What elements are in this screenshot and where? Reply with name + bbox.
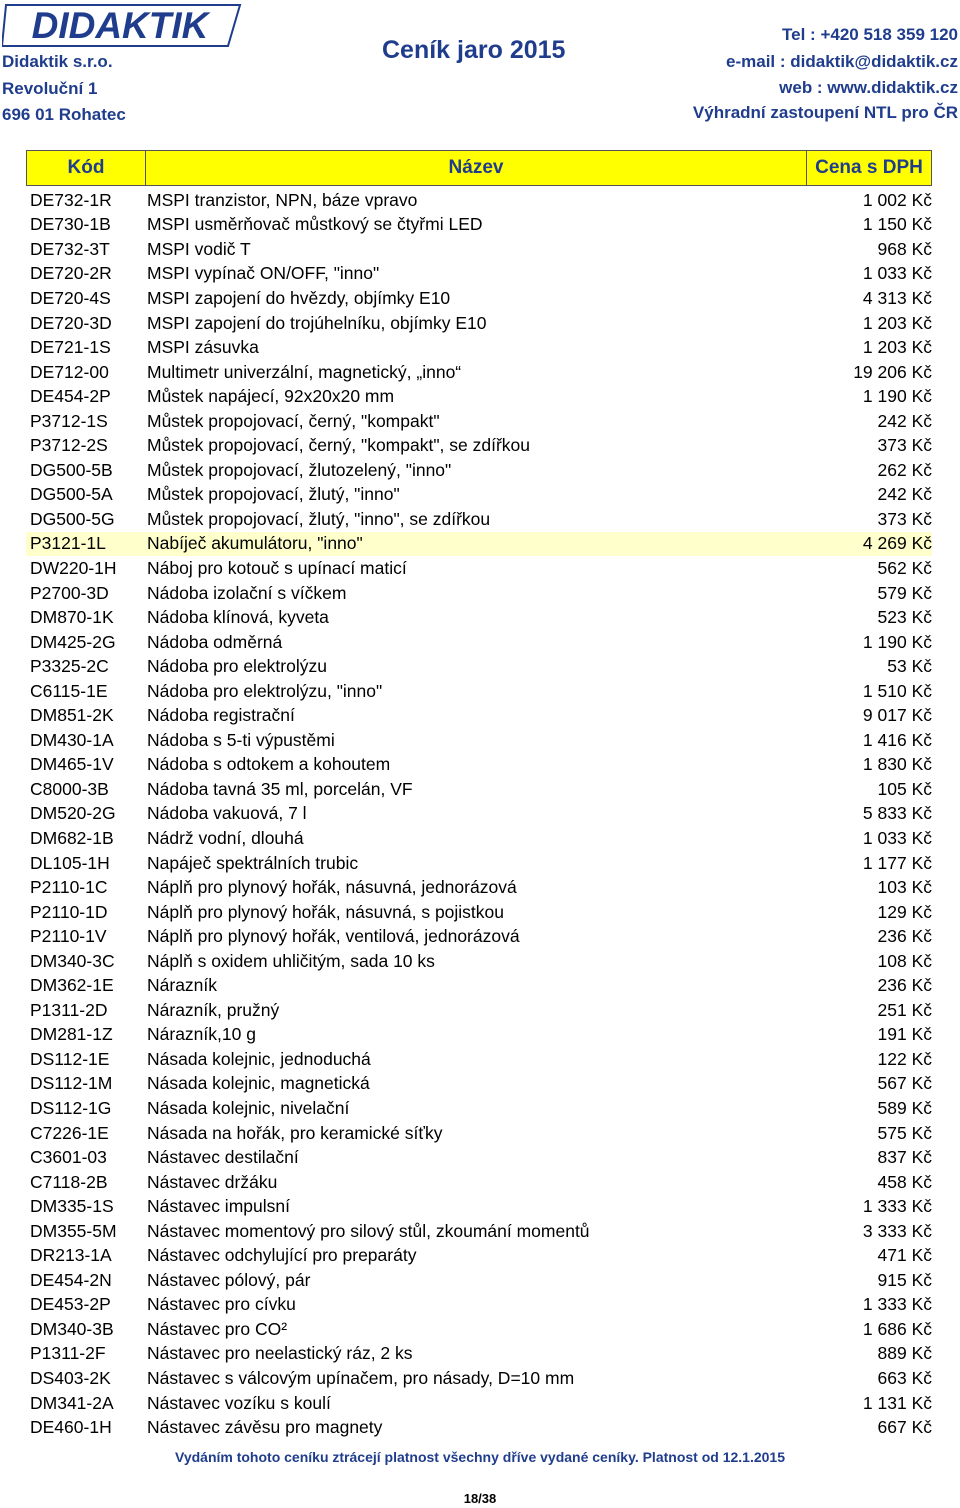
column-price: Cena s DPH: [815, 157, 923, 178]
product-price: 889 Kč: [877, 1343, 932, 1364]
table-row: [26, 556, 932, 581]
product-code: DM425-2G: [30, 631, 116, 652]
product-price: 1 033 Kč: [862, 827, 932, 848]
product-name: Nabíječ akumulátoru, "inno": [147, 533, 363, 554]
table-row: [26, 1023, 932, 1048]
table-row: [26, 1244, 932, 1269]
table-row: [26, 1342, 932, 1367]
product-code: C3601-03: [30, 1147, 107, 1168]
table-row: [26, 532, 932, 557]
product-price: 1 131 Kč: [862, 1392, 932, 1413]
product-price: 663 Kč: [877, 1368, 932, 1389]
product-price: 108 Kč: [877, 950, 932, 971]
product-code: C6115-1E: [30, 680, 108, 701]
product-code: DE732-1R: [30, 189, 112, 210]
table-row: [26, 851, 932, 876]
product-price: 53 Kč: [887, 656, 932, 677]
table-row: [26, 875, 932, 900]
table-row: [26, 1121, 932, 1146]
table-row: [26, 1317, 932, 1342]
product-code: P3121-1L: [30, 533, 106, 554]
product-code: DW220-1H: [30, 557, 117, 578]
table-row: [26, 900, 932, 925]
product-price: 103 Kč: [877, 877, 932, 898]
didaktik-logo: [2, 2, 252, 50]
table-row: [26, 1047, 932, 1072]
table-row: [26, 409, 932, 434]
product-price: 3 333 Kč: [862, 1220, 932, 1241]
product-name: Nástavec pólový, pár: [147, 1269, 311, 1290]
product-name: Můstek napájecí, 92x20x20 mm: [147, 386, 395, 407]
price-table: [26, 188, 932, 1440]
product-name: Náplň pro plynový hořák, násuvná, jednorázová: [147, 877, 517, 898]
product-name: MSPI vypínač ON/OFF, "inno": [147, 263, 380, 284]
table-row: [26, 703, 932, 728]
product-name: Nárazník: [147, 975, 218, 996]
product-code: DS112-1M: [30, 1073, 113, 1094]
table-row: [26, 360, 932, 385]
company-name: Didaktik s.r.o.: [2, 52, 113, 71]
table-row: [26, 654, 932, 679]
table-row: [26, 924, 932, 949]
table-row: [26, 1391, 932, 1416]
product-code: DE454-2N: [30, 1269, 112, 1290]
product-name: MSPI vodič T: [147, 238, 251, 259]
product-code: DM851-2K: [30, 705, 114, 726]
product-name: Nárazník,10 g: [147, 1024, 256, 1045]
table-row: [26, 802, 932, 827]
product-code: P2110-1D: [30, 901, 108, 922]
column-name: Název: [146, 151, 807, 185]
product-name: Nádoba izolační s víčkem: [147, 582, 347, 603]
product-price: 1 333 Kč: [862, 1294, 932, 1315]
product-code: DE720-4S: [30, 287, 111, 308]
product-name: Multimetr univerzální, magnetický, „inno“: [147, 361, 462, 382]
product-code: DM355-5M: [30, 1220, 117, 1241]
page-title: Ceník jaro 2015: [382, 36, 566, 64]
table-row: [26, 262, 932, 287]
product-name: MSPI usměrňovač můstkový se čtyřmi LED: [147, 214, 483, 235]
product-name: Náplň s oxidem uhličitým, sada 10 ks: [147, 950, 435, 971]
product-name: Můstek propojovací, žlutý, "inno", se zdířkou: [147, 508, 491, 529]
product-name: Násada na hořák, pro keramické síťky: [147, 1122, 443, 1143]
product-name: MSPI zapojení do trojúhelníku, objímky E10: [147, 312, 487, 333]
page-number: 18/38: [463, 1491, 497, 1506]
product-code: DM340-3C: [30, 950, 115, 971]
product-name: Nádoba pro elektrolýzu, "inno": [147, 680, 383, 701]
product-price: 1 190 Kč: [862, 631, 932, 652]
exclusive-representation: Výhradní zastoupení NTL pro ČR: [692, 103, 958, 122]
product-name: Násada kolejnic, nivelační: [147, 1098, 350, 1118]
column-code: Kód: [27, 151, 146, 185]
product-price: 1 203 Kč: [862, 312, 932, 333]
product-name: MSPI zásuvka: [147, 337, 259, 358]
product-price: 9 017 Kč: [862, 705, 932, 726]
product-code: P2700-3D: [30, 582, 109, 603]
product-name: Nádoba registrační: [147, 705, 295, 726]
product-name: Můstek propojovací, černý, "kompakt", se zdířkou: [147, 435, 531, 456]
product-name: Nástavec pro CO²: [147, 1318, 288, 1339]
product-code: P3712-1S: [30, 410, 108, 431]
product-price: 4 269 Kč: [862, 533, 932, 554]
table-row: [26, 335, 932, 360]
product-name: Můstek propojovací, žlutozelený, "inno": [147, 459, 452, 480]
product-price: 1 830 Kč: [862, 754, 932, 775]
product-price: 567 Kč: [877, 1073, 932, 1094]
product-price: 915 Kč: [877, 1269, 932, 1290]
product-price: 579 Kč: [877, 582, 932, 603]
table-row: [26, 1194, 932, 1219]
table-row: [26, 1170, 932, 1195]
table-row: [26, 728, 932, 753]
table-row: [26, 384, 932, 409]
company-street: Revoluční 1: [2, 79, 98, 98]
product-code: P1311-2F: [30, 1343, 106, 1364]
product-name: Nádoba pro elektrolýzu: [147, 656, 327, 677]
product-price: 5 833 Kč: [862, 803, 932, 824]
table-row: [26, 507, 932, 532]
product-code: DM281-1Z: [30, 1024, 113, 1045]
table-row: [26, 1293, 932, 1318]
product-code: DS403-2K: [30, 1368, 111, 1389]
product-code: DE720-3D: [30, 312, 112, 333]
product-price: 262 Kč: [877, 459, 932, 480]
phone: Tel : +420 518 359 120: [782, 25, 958, 44]
product-price: 242 Kč: [877, 410, 932, 431]
product-name: Nástavec držáku: [147, 1171, 278, 1192]
table-row: [26, 581, 932, 606]
product-code: DM870-1K: [30, 607, 114, 628]
table-row: [26, 777, 932, 802]
product-name: Nárazník, pružný: [147, 999, 280, 1020]
product-name: Náplň pro plynový hořák, ventilová, jednorázová: [147, 926, 520, 947]
product-price: 19 206 Kč: [853, 361, 932, 382]
website: web : www.didaktik.cz: [779, 78, 958, 97]
product-name: Náboj pro kotouč s upínací maticí: [147, 557, 407, 578]
product-code: DM340-3B: [30, 1318, 114, 1339]
product-code: C8000-3B: [30, 778, 109, 799]
product-name: Nástavec závěsu pro magnety: [147, 1417, 383, 1438]
product-price: 191 Kč: [877, 1024, 932, 1045]
table-row: [26, 433, 932, 458]
product-code: P1311-2D: [30, 999, 108, 1020]
product-code: DM341-2A: [30, 1392, 114, 1413]
product-code: DE732-3T: [30, 238, 110, 259]
product-name: Nástavec pro cívku: [147, 1294, 296, 1315]
table-row: [26, 605, 932, 630]
product-code: DR213-1A: [30, 1245, 112, 1266]
table-row: [26, 188, 932, 213]
product-code: DL105-1H: [30, 852, 110, 873]
table-row: [26, 974, 932, 999]
product-price: 236 Kč: [877, 926, 932, 947]
table-row: [26, 286, 932, 311]
svg-text:DIDAKTIK: DIDAKTIK: [31, 5, 209, 46]
product-code: DS112-1E: [30, 1048, 110, 1069]
table-row: [26, 998, 932, 1023]
product-code: P2110-1V: [30, 926, 107, 947]
product-name: Náplň pro plynový hořák, násuvná, s pojistkou: [147, 901, 505, 922]
product-price: 1 177 Kč: [862, 852, 932, 873]
table-row: [26, 1415, 932, 1440]
product-price: 251 Kč: [877, 999, 932, 1020]
product-price: 968 Kč: [877, 238, 932, 259]
product-name: Nástavec pro neelastický ráz, 2 ks: [147, 1343, 413, 1364]
product-name: Nádoba s 5-ti výpustěmi: [147, 729, 335, 750]
table-row: [26, 1219, 932, 1244]
product-price: 122 Kč: [877, 1048, 932, 1069]
product-price: 1 033 Kč: [862, 263, 932, 284]
product-code: DE454-2P: [30, 386, 111, 407]
product-code: DS112-1G: [30, 1098, 112, 1118]
table-row: [26, 213, 932, 238]
product-code: DG500-5G: [30, 508, 115, 529]
validity-note: Vydáním tohoto ceníku ztrácejí platnost všechny dříve vydané ceníky. Platnost od 12.1.2015: [175, 1449, 785, 1465]
product-code: DE730-1B: [30, 214, 111, 235]
product-price: 129 Kč: [877, 901, 932, 922]
table-row: [26, 1096, 932, 1121]
product-name: Nástavec destilační: [147, 1147, 299, 1168]
product-price: 523 Kč: [877, 607, 932, 628]
product-code: P2110-1C: [30, 877, 108, 898]
table-row: [26, 483, 932, 508]
product-price: 471 Kč: [877, 1245, 932, 1266]
product-code: DE720-2R: [30, 263, 112, 284]
product-price: 837 Kč: [877, 1147, 932, 1168]
product-code: C7226-1E: [30, 1122, 109, 1143]
product-name: Nádoba vakuová, 7 l: [147, 803, 307, 824]
product-name: Můstek propojovací, černý, "kompakt": [147, 410, 440, 431]
product-price: 373 Kč: [877, 508, 932, 529]
table-row: [26, 1145, 932, 1170]
product-price: 4 313 Kč: [862, 287, 932, 308]
product-name: Napáječ spektrálních trubic: [147, 852, 359, 873]
product-price: 458 Kč: [877, 1171, 932, 1192]
table-row: [26, 679, 932, 704]
product-price: 373 Kč: [877, 435, 932, 456]
product-name: MSPI zapojení do hvězdy, objímky E10: [147, 287, 451, 308]
product-code: DM430-1A: [30, 729, 114, 750]
product-code: DM362-1E: [30, 975, 114, 996]
product-price: 575 Kč: [877, 1122, 932, 1143]
product-price: 1 190 Kč: [862, 386, 932, 407]
product-name: Násada kolejnic, jednoduchá: [147, 1048, 371, 1069]
table-row: [26, 753, 932, 778]
product-price: 242 Kč: [877, 484, 932, 505]
product-code: DM682-1B: [30, 827, 114, 848]
product-price: 1 203 Kč: [862, 337, 932, 358]
table-row: [26, 826, 932, 851]
product-price: 667 Kč: [877, 1417, 932, 1438]
product-code: P3712-2S: [30, 435, 108, 456]
table-row: [26, 1072, 932, 1097]
product-code: P3325-2C: [30, 656, 109, 677]
product-price: 105 Kč: [877, 778, 932, 799]
product-name: Nástavec impulsní: [147, 1196, 290, 1217]
product-name: Nádrž vodní, dlouhá: [147, 827, 304, 848]
product-code: DE453-2P: [30, 1294, 111, 1315]
product-code: DE460-1H: [30, 1417, 112, 1438]
product-price: 1 333 Kč: [862, 1196, 932, 1217]
product-code: DM465-1V: [30, 754, 114, 775]
table-row: [26, 458, 932, 483]
product-name: Nástavec s válcovým upínačem, pro násady, D=10 mm: [147, 1368, 575, 1389]
product-name: Nádoba klínová, kyveta: [147, 607, 329, 628]
product-name: Nástavec vozíku s koulí: [147, 1392, 331, 1413]
product-name: Nádoba odměrná: [147, 631, 283, 652]
product-code: DE721-1S: [30, 337, 111, 358]
table-row: [26, 949, 932, 974]
product-price: 589 Kč: [877, 1098, 932, 1118]
table-header: [26, 150, 932, 186]
company-city: 696 01 Rohatec: [2, 105, 126, 124]
table-row: [26, 1366, 932, 1391]
product-price: 1 416 Kč: [862, 729, 932, 750]
product-code: DG500-5B: [30, 459, 113, 480]
product-name: Můstek propojovací, žlutý, "inno": [147, 484, 400, 505]
product-code: DM335-1S: [30, 1196, 114, 1217]
product-price: 236 Kč: [877, 975, 932, 996]
product-price: 562 Kč: [877, 557, 932, 578]
table-row: [26, 630, 932, 655]
table-row: [26, 1268, 932, 1293]
product-price: 1 002 Kč: [862, 189, 932, 210]
product-name: Nástavec odchylující pro preparáty: [147, 1245, 417, 1266]
product-name: Násada kolejnic, magnetická: [147, 1073, 370, 1094]
product-name: Nádoba s odtokem a kohoutem: [147, 754, 391, 775]
product-price: 1 510 Kč: [862, 680, 932, 701]
table-row: [26, 237, 932, 262]
product-name: Nádoba tavná 35 ml, porcelán, VF: [147, 778, 413, 799]
table-row: [26, 311, 932, 336]
product-code: DM520-2G: [30, 803, 116, 824]
email: e-mail : didaktik@didaktik.cz: [726, 52, 958, 71]
product-code: C7118-2B: [30, 1171, 108, 1192]
product-code: DE712-00: [30, 361, 109, 382]
product-price: 1 150 Kč: [862, 214, 932, 235]
product-name: Nástavec momentový pro silový stůl, zkoumání momentů: [147, 1220, 590, 1241]
product-price: 1 686 Kč: [862, 1318, 932, 1339]
product-name: MSPI tranzistor, NPN, báze vpravo: [147, 189, 418, 210]
product-code: DG500-5A: [30, 484, 113, 505]
